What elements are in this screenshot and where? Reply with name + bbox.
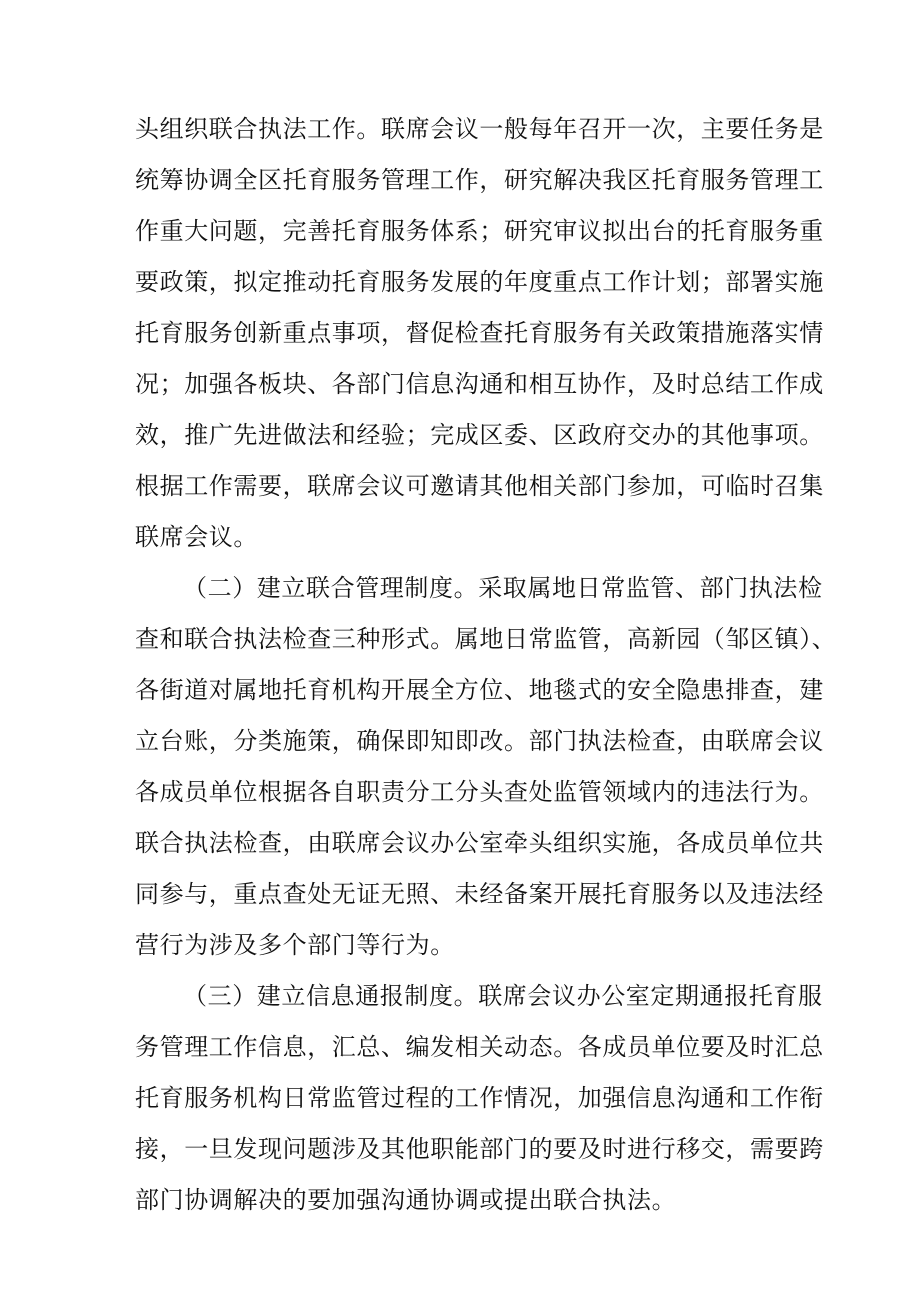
paragraph-line: 效，推广先进做法和经验；完成区委、区政府交办的其他事项。 bbox=[135, 421, 824, 449]
paragraph-line: （三）建立信息通报制度。联席会议办公室定期通报托育服 bbox=[183, 982, 823, 1010]
paragraph-line: 营行为涉及多个部门等行为。 bbox=[135, 931, 455, 959]
paragraph-line: 联合执法检查，由联席会议办公室牵头组织实施，各成员单位共 bbox=[135, 829, 824, 857]
paragraph-line: 托育服务创新重点事项，督促检查托育服务有关政策措施落实情 bbox=[135, 319, 824, 347]
paragraph-line: 查和联合执法检查三种形式。属地日常监管，高新园（邹区镇）、 bbox=[135, 625, 837, 653]
paragraph-line: 托育服务机构日常监管过程的工作情况，加强信息沟通和工作衔 bbox=[135, 1084, 824, 1112]
paragraph-line: 各街道对属地托育机构开展全方位、地毯式的安全隐患排查，建 bbox=[135, 676, 824, 704]
paragraph-line: 各成员单位根据各自职责分工分头查处监管领域内的违法行为。 bbox=[135, 778, 824, 806]
paragraph-line: （二）建立联合管理制度。采取属地日常监管、部门执法检 bbox=[183, 574, 823, 602]
paragraph-line: 立台账，分类施策，确保即知即改。部门执法检查，由联席会议 bbox=[135, 727, 824, 755]
paragraph-line: 务管理工作信息，汇总、编发相关动态。各成员单位要及时汇总 bbox=[135, 1033, 824, 1061]
paragraph-line: 况；加强各板块、各部门信息沟通和相互协作，及时总结工作成 bbox=[135, 370, 824, 398]
paragraph-line: 接，一旦发现问题涉及其他职能部门的要及时进行移交，需要跨 bbox=[135, 1135, 824, 1163]
paragraph-line: 部门协调解决的要加强沟通协调或提出联合执法。 bbox=[135, 1186, 677, 1214]
paragraph-line: 联席会议。 bbox=[135, 523, 258, 551]
paragraph-line: 根据工作需要，联席会议可邀请其他相关部门参加，可临时召集 bbox=[135, 472, 824, 500]
paragraph-line: 统筹协调全区托育服务管理工作，研究解决我区托育服务管理工 bbox=[135, 166, 824, 194]
paragraph-line: 要政策，拟定推动托育服务发展的年度重点工作计划；部署实施 bbox=[135, 268, 824, 296]
paragraph-line: 作重大问题，完善托育服务体系；研究审议拟出台的托育服务重 bbox=[135, 217, 824, 245]
paragraph-line: 同参与，重点查处无证无照、未经备案开展托育服务以及违法经 bbox=[135, 880, 824, 908]
paragraph-line: 头组织联合执法工作。联席会议一般每年召开一次，主要任务是 bbox=[135, 115, 824, 143]
